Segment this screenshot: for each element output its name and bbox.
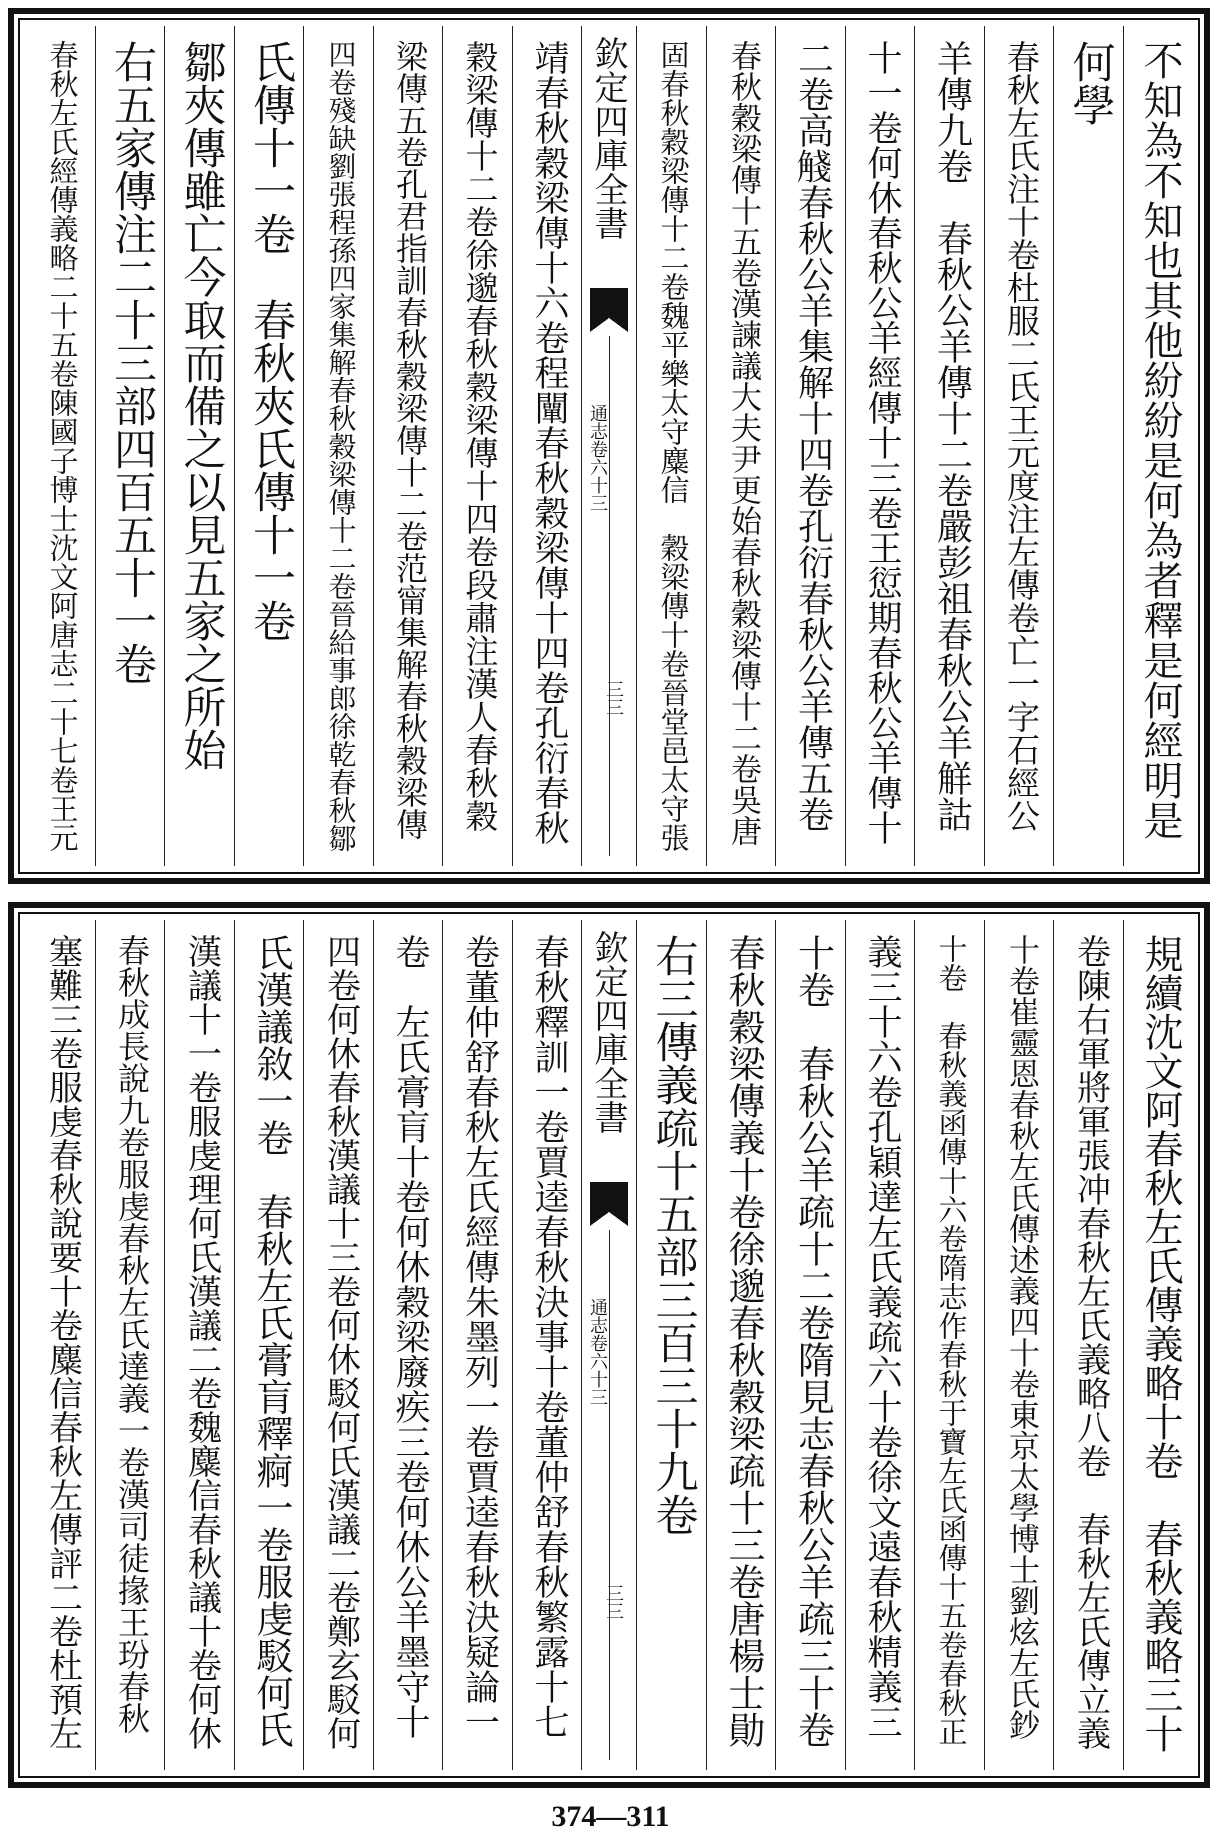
- text-column: 卷陳右軍將軍張冲春秋左氏義略八卷 春秋左氏傳立義: [1053, 920, 1123, 1770]
- text-column: 氏漢議敘一卷 春秋左氏膏肓釋痾一卷服虔駁何氏: [234, 920, 304, 1770]
- page-number: 374—311: [551, 1800, 670, 1833]
- text-column: 四卷殘缺劉張程孫四家集解春秋穀梁傳十二卷晉給事郎徐乾春秋鄒: [303, 26, 373, 866]
- text-column: 春秋穀梁傳義十卷徐邈春秋穀梁疏十三卷唐楊士勛: [706, 920, 776, 1770]
- top-left-half: [26, 26, 581, 866]
- spine-divider: [609, 1230, 610, 1760]
- text-column: 塞難三卷服虔春秋說要十卷麋信春秋左傳評二卷杜預左: [42, 934, 83, 1750]
- bottom-panel: [8, 902, 1210, 1788]
- top-panel: [8, 8, 1210, 884]
- text-column: 春秋成長說九卷服虔春秋左氏達義一卷漢司徒掾王玢春秋: [95, 920, 165, 1770]
- spine-source: 通志卷六十三: [587, 1298, 608, 1406]
- top-right-half: [637, 26, 1192, 866]
- center-spine: [581, 920, 637, 1770]
- text-column: 梁傳五卷孔君指訓春秋穀梁傳十二卷范甯集解春秋穀梁傳: [373, 26, 443, 866]
- text-column: 羊傳九卷 春秋公羊傳十二卷嚴彭祖春秋公羊觧詁: [914, 26, 984, 866]
- fish-tail-mark: [590, 288, 628, 318]
- text-column: 春秋穀梁傳十五卷漢諫議大夫尹更始春秋穀梁傳十二卷吳唐: [706, 26, 776, 866]
- bottom-left-half: [26, 920, 581, 1770]
- text-column: 漢議十一卷服虔理何氏漢議二卷魏麋信春秋議十卷何休: [164, 920, 234, 1770]
- text-column: 靖春秋穀梁傳十六卷程闡春秋穀梁傳十四卷孔衍春秋: [512, 26, 582, 866]
- text-column: 二卷高𧣴春秋公羊集解十四卷孔衍春秋公羊傳五卷: [775, 26, 845, 866]
- text-column: 春秋左氏注十卷杜服二氏王元度注左傳卷亡一字石經公: [984, 26, 1054, 866]
- text-column: 右三傳義疏十五部三百三十九卷: [648, 934, 699, 1536]
- text-column: 鄒夾傳雖亡今取而備之以見五家之所始: [164, 26, 234, 866]
- text-column: 規續沈文阿春秋左氏傳義略十卷 春秋義略三十: [1123, 920, 1193, 1770]
- text-column: 春秋釋訓一卷賈逵春秋決事十卷董仲舒春秋繁露十七: [512, 920, 582, 1770]
- text-column: 卷董仲舒春秋左氏經傳朱墨列一卷賈逵春秋決疑論一: [442, 920, 512, 1770]
- top-columns: [26, 26, 1192, 866]
- text-column: 義三十六卷孔穎達左氏義疏六十卷徐文遠春秋精義三: [845, 920, 915, 1770]
- spine-divider: [609, 336, 610, 856]
- text-column: 十一卷何休春秋公羊經傳十三卷王愆期春秋公羊傳十: [845, 26, 915, 866]
- text-column: 十卷崔靈恩春秋左氏傳述義四十卷東京太學博士劉炫左氏鈔: [984, 920, 1054, 1770]
- text-column: 十卷 春秋義函傳十六卷隋志作春秋于寶左氏函傳十五卷春秋正: [914, 920, 984, 1770]
- text-column: 右五家傳注二十三部四百五十一卷: [95, 26, 165, 866]
- bottom-right-half: [637, 920, 1192, 1770]
- text-column: 春秋左氏經傳義略二十五卷陳國子博士沈文阿唐志二十七卷王元: [45, 40, 80, 852]
- text-column: 氏傳十一卷 春秋夾氏傳十一卷: [234, 26, 304, 866]
- bottom-columns: [26, 920, 1192, 1770]
- spine-page-number: 三三: [603, 680, 624, 716]
- spine-source: 通志卷六十三: [587, 404, 608, 512]
- text-column: 何學: [1053, 26, 1123, 866]
- center-spine: [581, 26, 637, 866]
- text-column: 十卷 春秋公羊疏十二卷隋見志春秋公羊疏三十卷: [775, 920, 845, 1770]
- spine-title: 欽定四庫全書: [588, 930, 628, 1134]
- text-column: 固春秋穀梁傳十二卷魏平樂太守麋信 穀梁傳十卷晉堂邑太守張: [656, 40, 691, 852]
- text-column: 穀梁傳十二卷徐邈春秋穀梁傳十四卷段肅注漢人春秋穀: [442, 26, 512, 866]
- fish-tail-mark: [590, 1182, 628, 1212]
- text-column: 卷 左氏膏肓十卷何休穀梁廢疾三卷何休公羊墨守十: [373, 920, 443, 1770]
- spine-title: 欽定四庫全書: [588, 36, 628, 240]
- text-column: 不知為不知也其他紛紛是何為者釋是何經明是: [1123, 26, 1193, 866]
- spine-page-number: 三三: [603, 1584, 624, 1620]
- text-column: 四卷何休春秋漢議十三卷何休駁何氏漢議二卷鄭玄駁何: [303, 920, 373, 1770]
